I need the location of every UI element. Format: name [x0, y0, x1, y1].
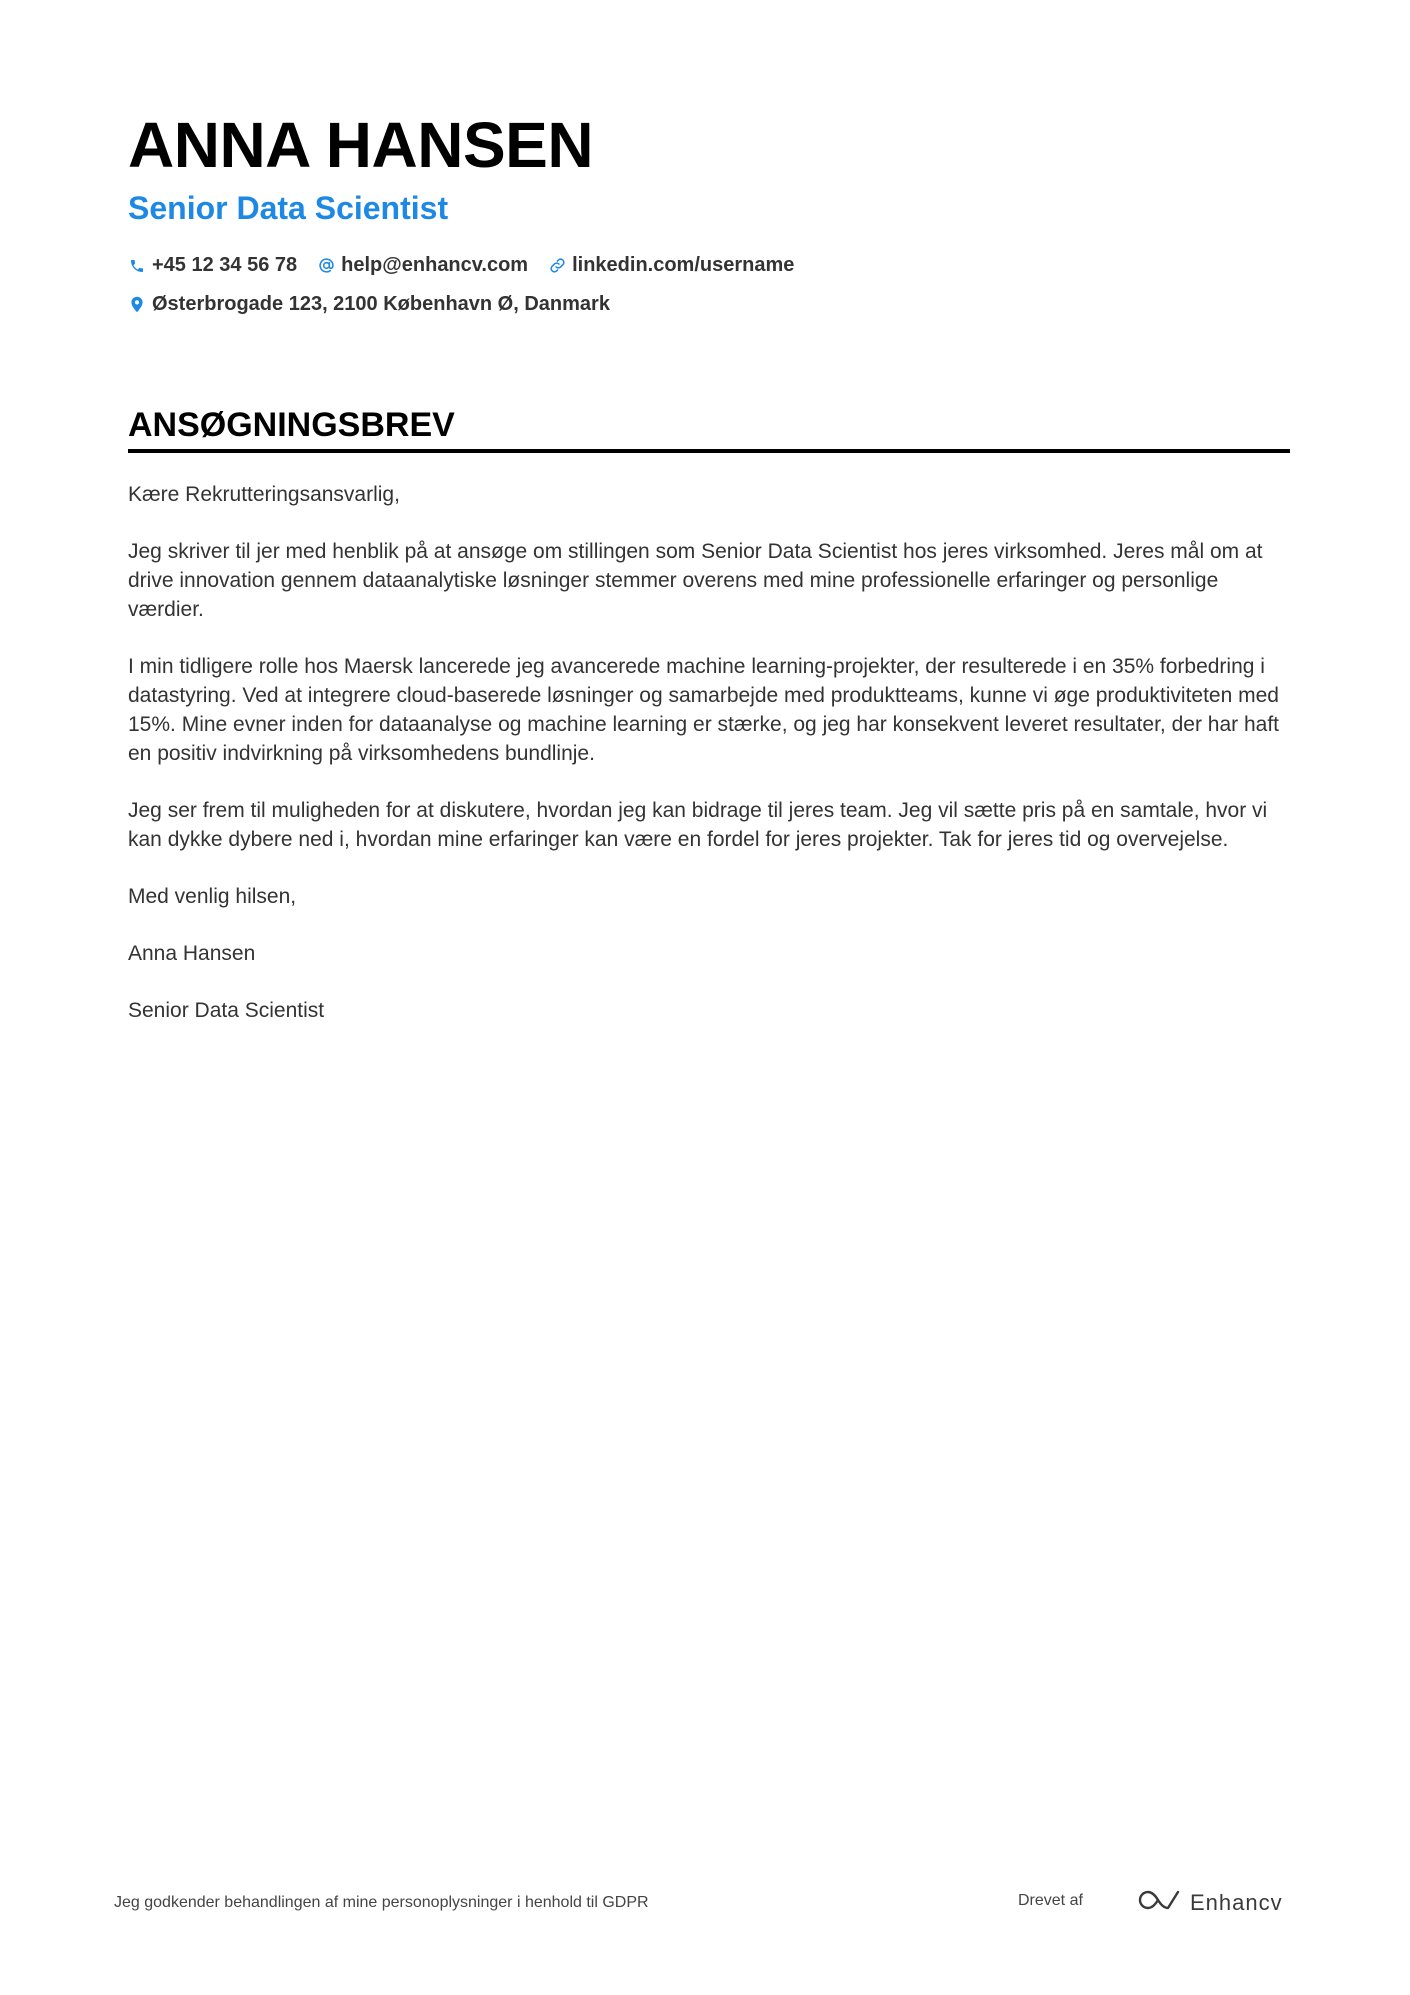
signature-name: Anna Hansen [128, 942, 256, 965]
letter-greeting: Kære Rekrutteringsansvarlig, [128, 483, 400, 506]
at-icon [317, 257, 335, 275]
enhancv-logo[interactable] [1138, 1888, 1283, 1917]
contact-linkedin[interactable] [548, 254, 794, 277]
location-pin-icon [128, 296, 146, 314]
contact-phone [128, 254, 297, 277]
link-icon [548, 257, 566, 275]
address-text: Østerbrogade 123, 2100 København Ø, Danmark [152, 293, 610, 315]
linkedin-link[interactable]: linkedin.com/username [572, 254, 795, 276]
letter-body [128, 480, 1290, 1053]
contact-email[interactable] [317, 254, 528, 277]
signature-title: Senior Data Scientist [128, 999, 325, 1022]
enhancv-brand-text: Enhancv [1190, 1889, 1283, 1915]
contact-address [128, 293, 610, 316]
contact-row-address [128, 293, 630, 316]
letter-closing: Med venlig hilsen, [128, 885, 297, 908]
phone-icon [128, 257, 146, 275]
section-title: ANSØGNINGSBREV [128, 406, 455, 444]
phone-text: +45 12 34 56 78 [152, 254, 298, 276]
enhancv-logo-icon [1138, 1888, 1182, 1917]
powered-by-label: Drevet af [1018, 1892, 1083, 1909]
gdpr-consent-text: Jeg godkender behandlingen af mine personoplysninger i henhold til GDPR [114, 1894, 649, 1911]
email-link[interactable]: help@enhancv.com [341, 254, 529, 276]
letter-paragraph-3: Jeg ser frem til muligheden for at diskutere, hvordan jeg kan bidrage til jeres team. Jeg vil sætte pris på en samtale, hvor vi kan dykke dybere ned i, hvordan mine erfaringer kan være en fordel for jeres projekter. Tak for jeres tid og overvejelse. [128, 799, 1268, 851]
letter-paragraph-2: I min tidligere rolle hos Maersk lancerede jeg avancerede machine learning-projekter, der resulterede i en 35% forbedring i datastyring. Ved at integrere cloud-baserede løsninger og samarbejde med produktteams, kunne vi øge produktiviteten med 15%. Mine evner inden for dataanalyse og machine learning er stærke, og jeg har konsekvent leveret resultater, der har haft en positiv indvirkning på virksomhedens bundlinje. [128, 655, 1279, 765]
section-divider [128, 449, 1290, 453]
contact-row-primary [128, 254, 814, 277]
candidate-role: Senior Data Scientist [128, 190, 449, 226]
letter-paragraph-1: Jeg skriver til jer med henblik på at ansøge om stillingen som Senior Data Scientist hos jeres virksomhed. Jeres mål om at drive innovation gennem dataanalytiske løsninger stemmer overens med mine professionelle erfaringer og personlige værdier. [128, 540, 1263, 621]
candidate-name: ANNA HANSEN [128, 109, 594, 181]
